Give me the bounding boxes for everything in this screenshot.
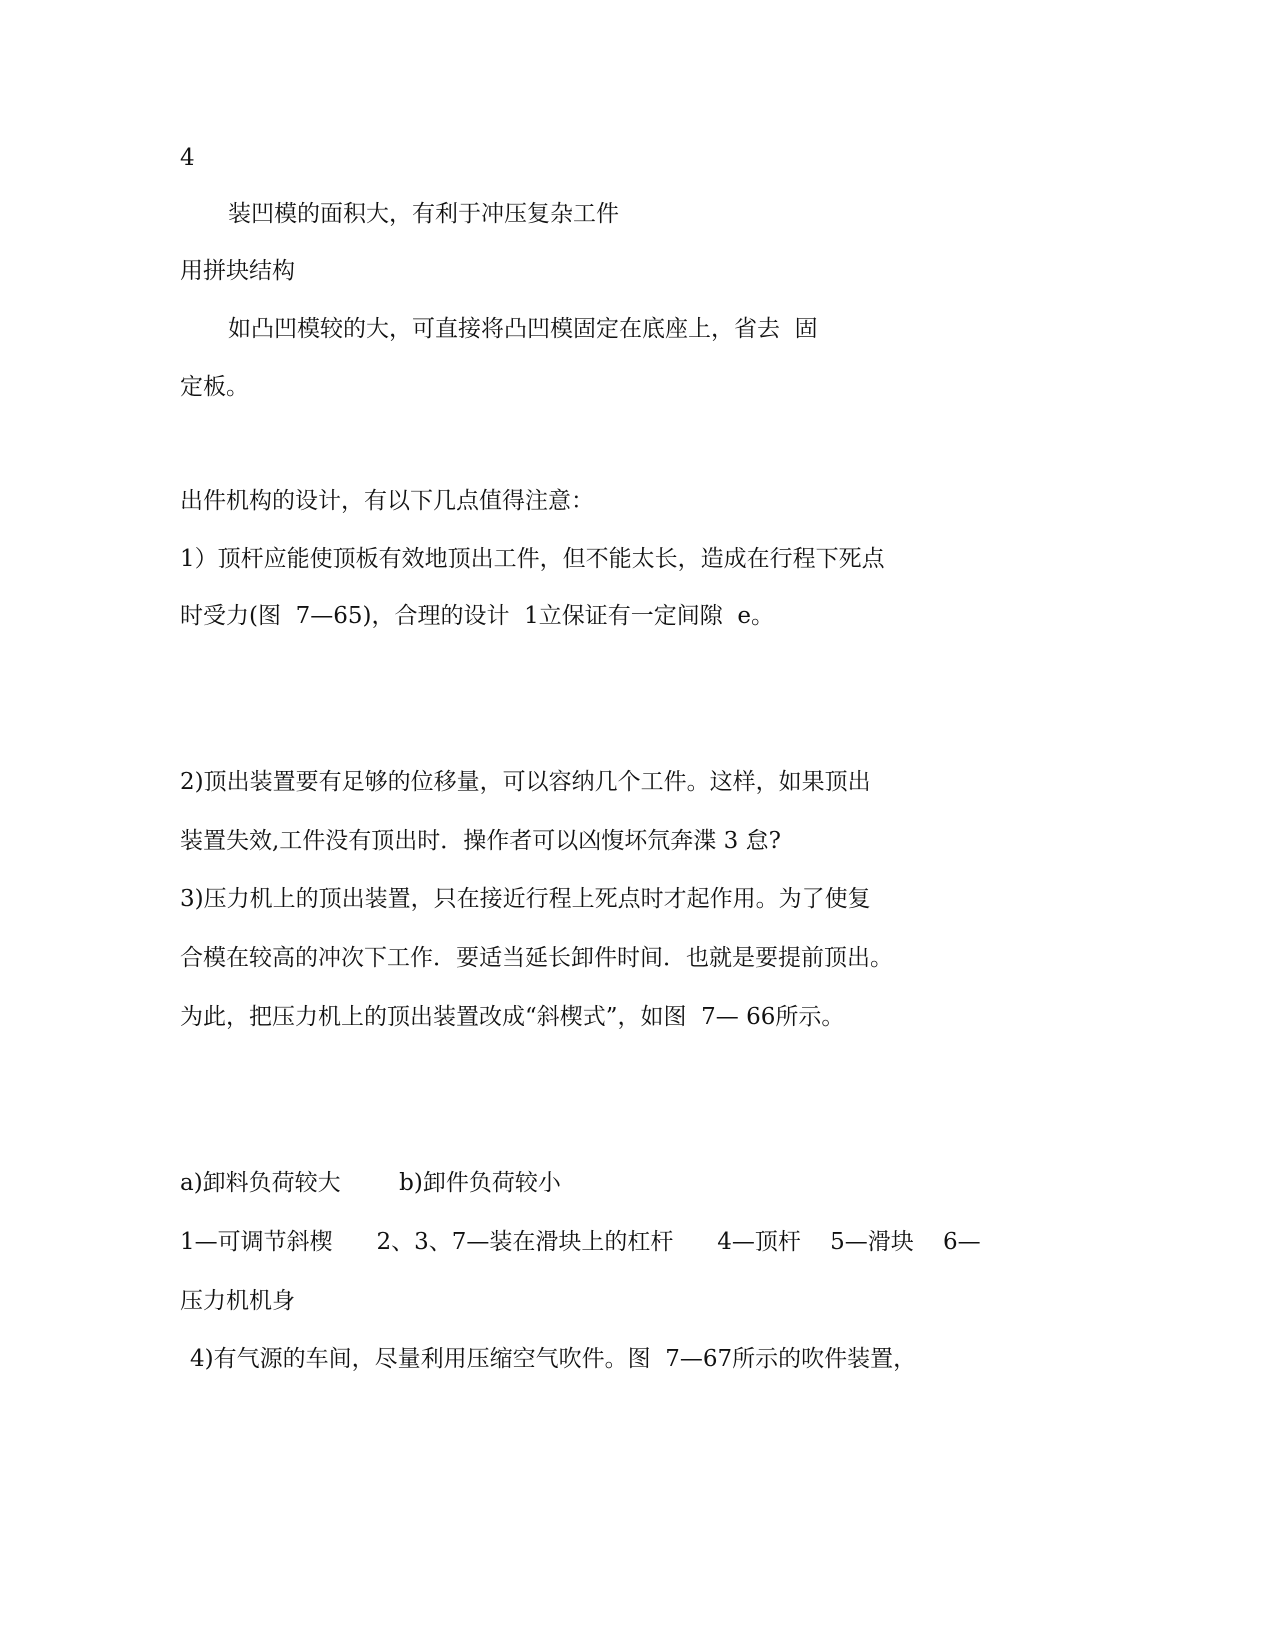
text-line: 装置失效,工件没有顶出时．操作者可以凶愎坏氘奔渫 3 怠? xyxy=(180,828,781,854)
text-line: 4)有气源的车间，尽量利用压缩空气吹件。图 7—67所示的吹件装置， xyxy=(190,1346,917,1372)
text-line: 用拼块结构 xyxy=(180,258,295,284)
text-line: 2)顶出装置要有足够的位移量，可以容纳几个工件。这样，如果顶出 xyxy=(180,769,871,795)
figure-caption: a)卸料负荷较大 b)卸件负荷较小 xyxy=(180,1170,561,1196)
text-line: 时受力(图 7—65)，合理的设计 1立保证有一定间隙 e。 xyxy=(180,603,774,629)
text-line: 1）顶杆应能使顶板有效地顶出工件，但不能太长，造成在行程下死点 xyxy=(180,546,885,572)
text-line: 为此，把压力机上的顶出装置改成“斜楔式”，如图 7— 66所示。 xyxy=(180,1004,845,1030)
section-heading: 出件机构的设计，有以下几点值得注意： xyxy=(180,488,594,514)
text-line: 装凹模的面积大，有利于冲压复杂工件 xyxy=(228,201,619,227)
figure-legend: 1—可调节斜楔 2、3、7—装在滑块上的杠杆 4—顶杆 5—滑块 6— xyxy=(180,1229,981,1255)
text-line: 3)压力机上的顶出装置，只在接近行程上死点时才起作用。为了使复 xyxy=(180,886,871,912)
text-line: 合模在较高的冲次下工作．要适当延长卸件时间．也就是要提前顶出。 xyxy=(180,945,893,971)
text-line: 定板。 xyxy=(180,374,249,400)
text-line: 如凸凹模较的大，可直接将凸凹模固定在底座上，省去 固 xyxy=(228,316,818,342)
figure-legend: 压力机机身 xyxy=(180,1288,295,1314)
page-number: 4 xyxy=(180,145,195,171)
